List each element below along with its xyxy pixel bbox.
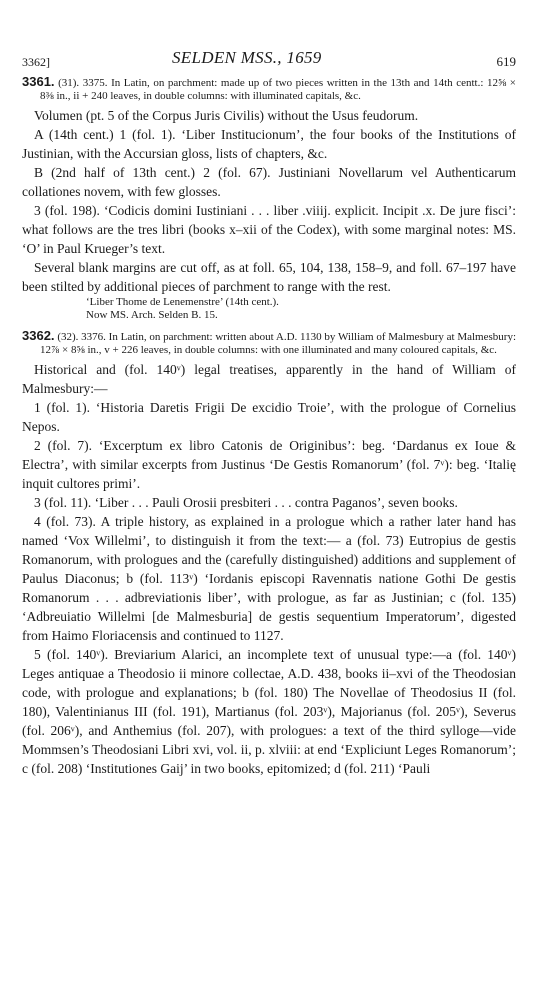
catalogue-page — [22, 48, 516, 778]
entry-3361-para: A (14th cent.) 1 (fol. 1). ‘Liber Institucionum’, the four books of the Institutions of Justinian, with the Accursian gloss, lists of chapters, &c. — [22, 127, 516, 161]
entry-3362-description — [22, 330, 516, 356]
entry-3362-desc-text: (32). 3376. In Latin, on parchment: written about A.D. 1130 by William of Malmesbury at Malmesbury: 12⅞ × 8⅝ in., v + 226 leaves, in double columns: with one illuminated and many coloured capitals, &c. — [40, 331, 516, 356]
entry-3361-para: 3 (fol. 198). ‘Codicis domini Iustiniani . . . liber .viiij. explicit. Incipit .x. De jure fisci’: what follows are the tres libri (books x–xii of the Codex), with some marginal notes: MS. ‘O’ in Paul Krueger’s text. — [22, 203, 516, 256]
entry-3361 — [22, 76, 516, 322]
entry-3362-para: 2 (fol. 7). ‘Excerptum ex libro Catonis de Originibus’: beg. ‘Dardanus ex Ioue & Electra’, with similar excerpts from Justinus ‘De Gestis Romanorum’ (fol. 7ᵛ): beg. ‘Italię inquit cultores primi’. — [22, 438, 516, 491]
entry-3361-shelfmark: Now MS. Arch. Selden B. 15. — [86, 309, 218, 321]
entry-3361-para: Several blank margins are cut off, as at foll. 65, 104, 138, 158–9, and foll. 67–197 have been stilted by additional pieces of parchment to range with the rest. — [22, 260, 516, 294]
header-title: SELDEN MSS., 1659 — [172, 48, 322, 67]
entry-3362-para: 4 (fol. 73). A triple history, as explained in a prologue which a rather later hand has named ‘Vox Willelmi’, to distinguish it from the text:— a (fol. 73) Eutropius de gestis Romanorum, with prologues and the (carefully distinguished) additions and supplement of Paulus Diaconus; b (fol. 113ᵛ) ‘Iordanis episcopi Ravennatis natione Gothi De gestis Romanorum . . . adbreviationis liber’, with prologue, as far as Justinian; c (fol. 135) ‘Adbreuiatio Willelmi [de Malmesburia] de gestis sequentium Imperatorum’, digested from Haimo Floriacensis and continued to 1127. — [22, 514, 516, 643]
entry-3362-para: Historical and (fol. 140ᵛ) legal treatises, apparently in the hand of William of Malmesbury:— — [22, 362, 516, 396]
header-entry-range: 3362] — [22, 55, 50, 69]
entry-3361-provenance: ‘Liber Thome de Lenemenstre’ (14th cent.). — [86, 296, 279, 308]
page-number: 619 — [496, 54, 516, 69]
entry-3361-para: B (2nd half of 13th cent.) 2 (fol. 67). Justiniani Novellarum vel Authenticarum collationes novem, with few glosses. — [22, 165, 516, 199]
entry-3362-para: 5 (fol. 140ᵛ). Breviarium Alarici, an incomplete text of unusual type:—a (fol. 140ᵛ) Leges antiquae a Theodosio ii minore collectae, A.D. 438, books ii–xvi of the Theodosian code, with prologue and explanations; b (fol. 180) The Novellae of Theodosius II (fol. 180), Valentinianus III (fol. 191), Martianus (fol. 203ᵛ), Majorianus (fol. 205ᵛ), Severus (fol. 206ᵛ), and Anthemius (fol. 207), with prologues: a text of the third sylloge—vide Mommsen’s Theodosiani Libri xvi, vol. ii, p. xlviii: at end ‘Expliciunt Leges Romanorum’; c (fol. 208) ‘Institutiones Gaij’ in two books, epitomized; d (fol. 211) ‘Pauli — [22, 647, 516, 776]
entry-3362 — [22, 330, 516, 778]
entry-3362-number: 3362. — [22, 328, 55, 343]
entry-3361-desc-text: (31). 3375. In Latin, on parchment: made up of two pieces written in the 13th and 14th centt.: 12⅝ × 8⅜ in., ii + 240 leaves, in double columns: with illuminated capitals, &c. — [40, 77, 516, 102]
entry-3361-number: 3361. — [22, 74, 55, 89]
running-header — [22, 48, 516, 76]
entry-3361-description — [22, 76, 516, 102]
entry-3362-para: 3 (fol. 11). ‘Liber . . . Pauli Orosii presbiteri . . . contra Paganos’, seven books. — [34, 495, 458, 510]
entry-3361-para: Volumen (pt. 5 of the Corpus Juris Civilis) without the Usus feudorum. — [34, 108, 419, 123]
entry-3362-para: 1 (fol. 1). ‘Historia Daretis Frigii De excidio Troie’, with the prologue of Cornelius Nepos. — [22, 400, 516, 434]
